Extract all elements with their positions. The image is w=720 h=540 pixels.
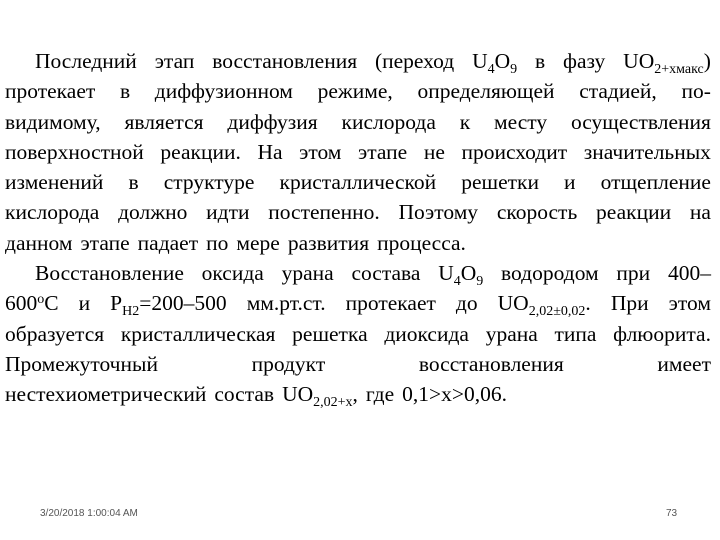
word: $UO_{2+xмакс}$) — [623, 49, 711, 77]
word: видимому, — [5, 109, 101, 134]
text-line-p2-l4 — [5, 349, 711, 379]
word: фазу — [563, 49, 606, 73]
word: восстановления — [418, 351, 564, 376]
word: реакции. — [160, 139, 241, 164]
word: этом — [299, 139, 342, 164]
word: кристаллическая — [120, 321, 276, 346]
word: и — [78, 291, 91, 316]
word: месту — [494, 109, 548, 134]
word: урана — [485, 321, 538, 346]
word: должно — [118, 200, 188, 225]
word: диоксида — [384, 321, 469, 346]
word: в — [535, 49, 546, 73]
word: процесса. — [377, 230, 466, 255]
word: по- — [681, 79, 711, 104]
text-line-p1-l6 — [5, 197, 711, 227]
text-line-p1-l3 — [5, 107, 711, 137]
text-line-p1-l7 — [5, 228, 711, 258]
word: Последний — [35, 49, 137, 73]
slide-body-text — [5, 46, 711, 410]
word: протекает — [5, 79, 96, 104]
word: к — [459, 109, 471, 134]
word: водородом — [501, 261, 599, 286]
text-line-p2-l3 — [5, 319, 711, 349]
word: определяющей — [417, 79, 555, 104]
word: решетки — [461, 170, 539, 195]
word: на — [689, 200, 711, 225]
word: восстановления — [212, 49, 358, 73]
word: имеет — [657, 351, 711, 376]
word: Восстановление — [35, 261, 184, 286]
word: падает — [137, 230, 199, 255]
word: и — [564, 170, 576, 195]
page-number: 73 — [666, 508, 678, 519]
word: состава — [351, 261, 421, 286]
word: постепенно. — [268, 200, 380, 225]
word: кристаллической — [279, 170, 437, 195]
word: режиме, — [317, 79, 393, 104]
text-line-p1-l1 — [5, 46, 711, 76]
word: 400– — [667, 261, 711, 286]
word: $UO_{2,02\pm 0,02}$. — [497, 291, 591, 320]
word: диффузионном — [154, 79, 293, 104]
word: оксида — [201, 261, 264, 286]
word: осуществления — [571, 109, 711, 134]
word: продукт — [251, 351, 326, 376]
word: Поэтому — [398, 200, 479, 225]
word: этом — [668, 291, 711, 316]
word: нестехиометрический — [5, 382, 207, 407]
text-line-p2-l5 — [5, 379, 711, 409]
word: $U_4O_9$ — [438, 261, 484, 290]
word: При — [610, 291, 649, 316]
word: образуется — [5, 321, 105, 346]
word: при — [616, 261, 651, 286]
word: $600^оС$ — [5, 291, 59, 316]
word: мм.рт.ст. — [246, 291, 326, 316]
word: поверхностной — [5, 139, 144, 164]
word: в — [119, 79, 131, 104]
word: мере — [236, 230, 280, 255]
word: $UO_{2,02+x}$, — [282, 382, 358, 411]
word: Промежуточный — [5, 351, 158, 376]
word: флюорита. — [613, 321, 711, 346]
word: $P_{H2}=200-500$ — [110, 291, 227, 320]
word: до — [455, 291, 478, 316]
word: по — [206, 230, 229, 255]
word: структуре — [163, 170, 255, 195]
text-line-p1-l4 — [5, 137, 711, 167]
word: состав — [214, 382, 275, 407]
text-line-p1-l5 — [5, 167, 711, 197]
word: типа — [554, 321, 597, 346]
footer-date: 3/20/2018 1:00:04 AM — [40, 508, 138, 519]
word: этапе — [80, 230, 130, 255]
word: изменений — [5, 170, 104, 195]
word: кислорода — [341, 109, 436, 134]
word: реакции — [596, 200, 672, 225]
word: На — [257, 139, 283, 164]
word: этап — [154, 49, 195, 73]
word: 0,1>x>0,06. — [402, 382, 508, 407]
text-line-p2-l1 — [5, 258, 711, 288]
word: является — [124, 109, 204, 134]
word: кислорода — [5, 200, 100, 225]
word: данном — [5, 230, 73, 255]
word: идти — [206, 200, 250, 225]
word: в — [128, 170, 139, 195]
word: протекает — [345, 291, 436, 316]
word: стадией, — [579, 79, 657, 104]
word: не — [423, 139, 445, 164]
word: $U_4O_9$ — [472, 49, 518, 77]
word: развития — [287, 230, 370, 255]
text-line-p2-l2 — [5, 288, 711, 318]
word: отщепление — [600, 170, 711, 195]
word: скорость — [496, 200, 578, 225]
word: урана — [281, 261, 334, 286]
word: происходит — [461, 139, 568, 164]
word: диффузия — [227, 109, 318, 134]
word: где — [365, 382, 395, 407]
word: (переход — [374, 49, 455, 73]
text-line-p1-l2 — [5, 76, 711, 106]
word: решетка — [292, 321, 368, 346]
word: значительных — [583, 139, 711, 164]
word: этапе — [358, 139, 408, 164]
